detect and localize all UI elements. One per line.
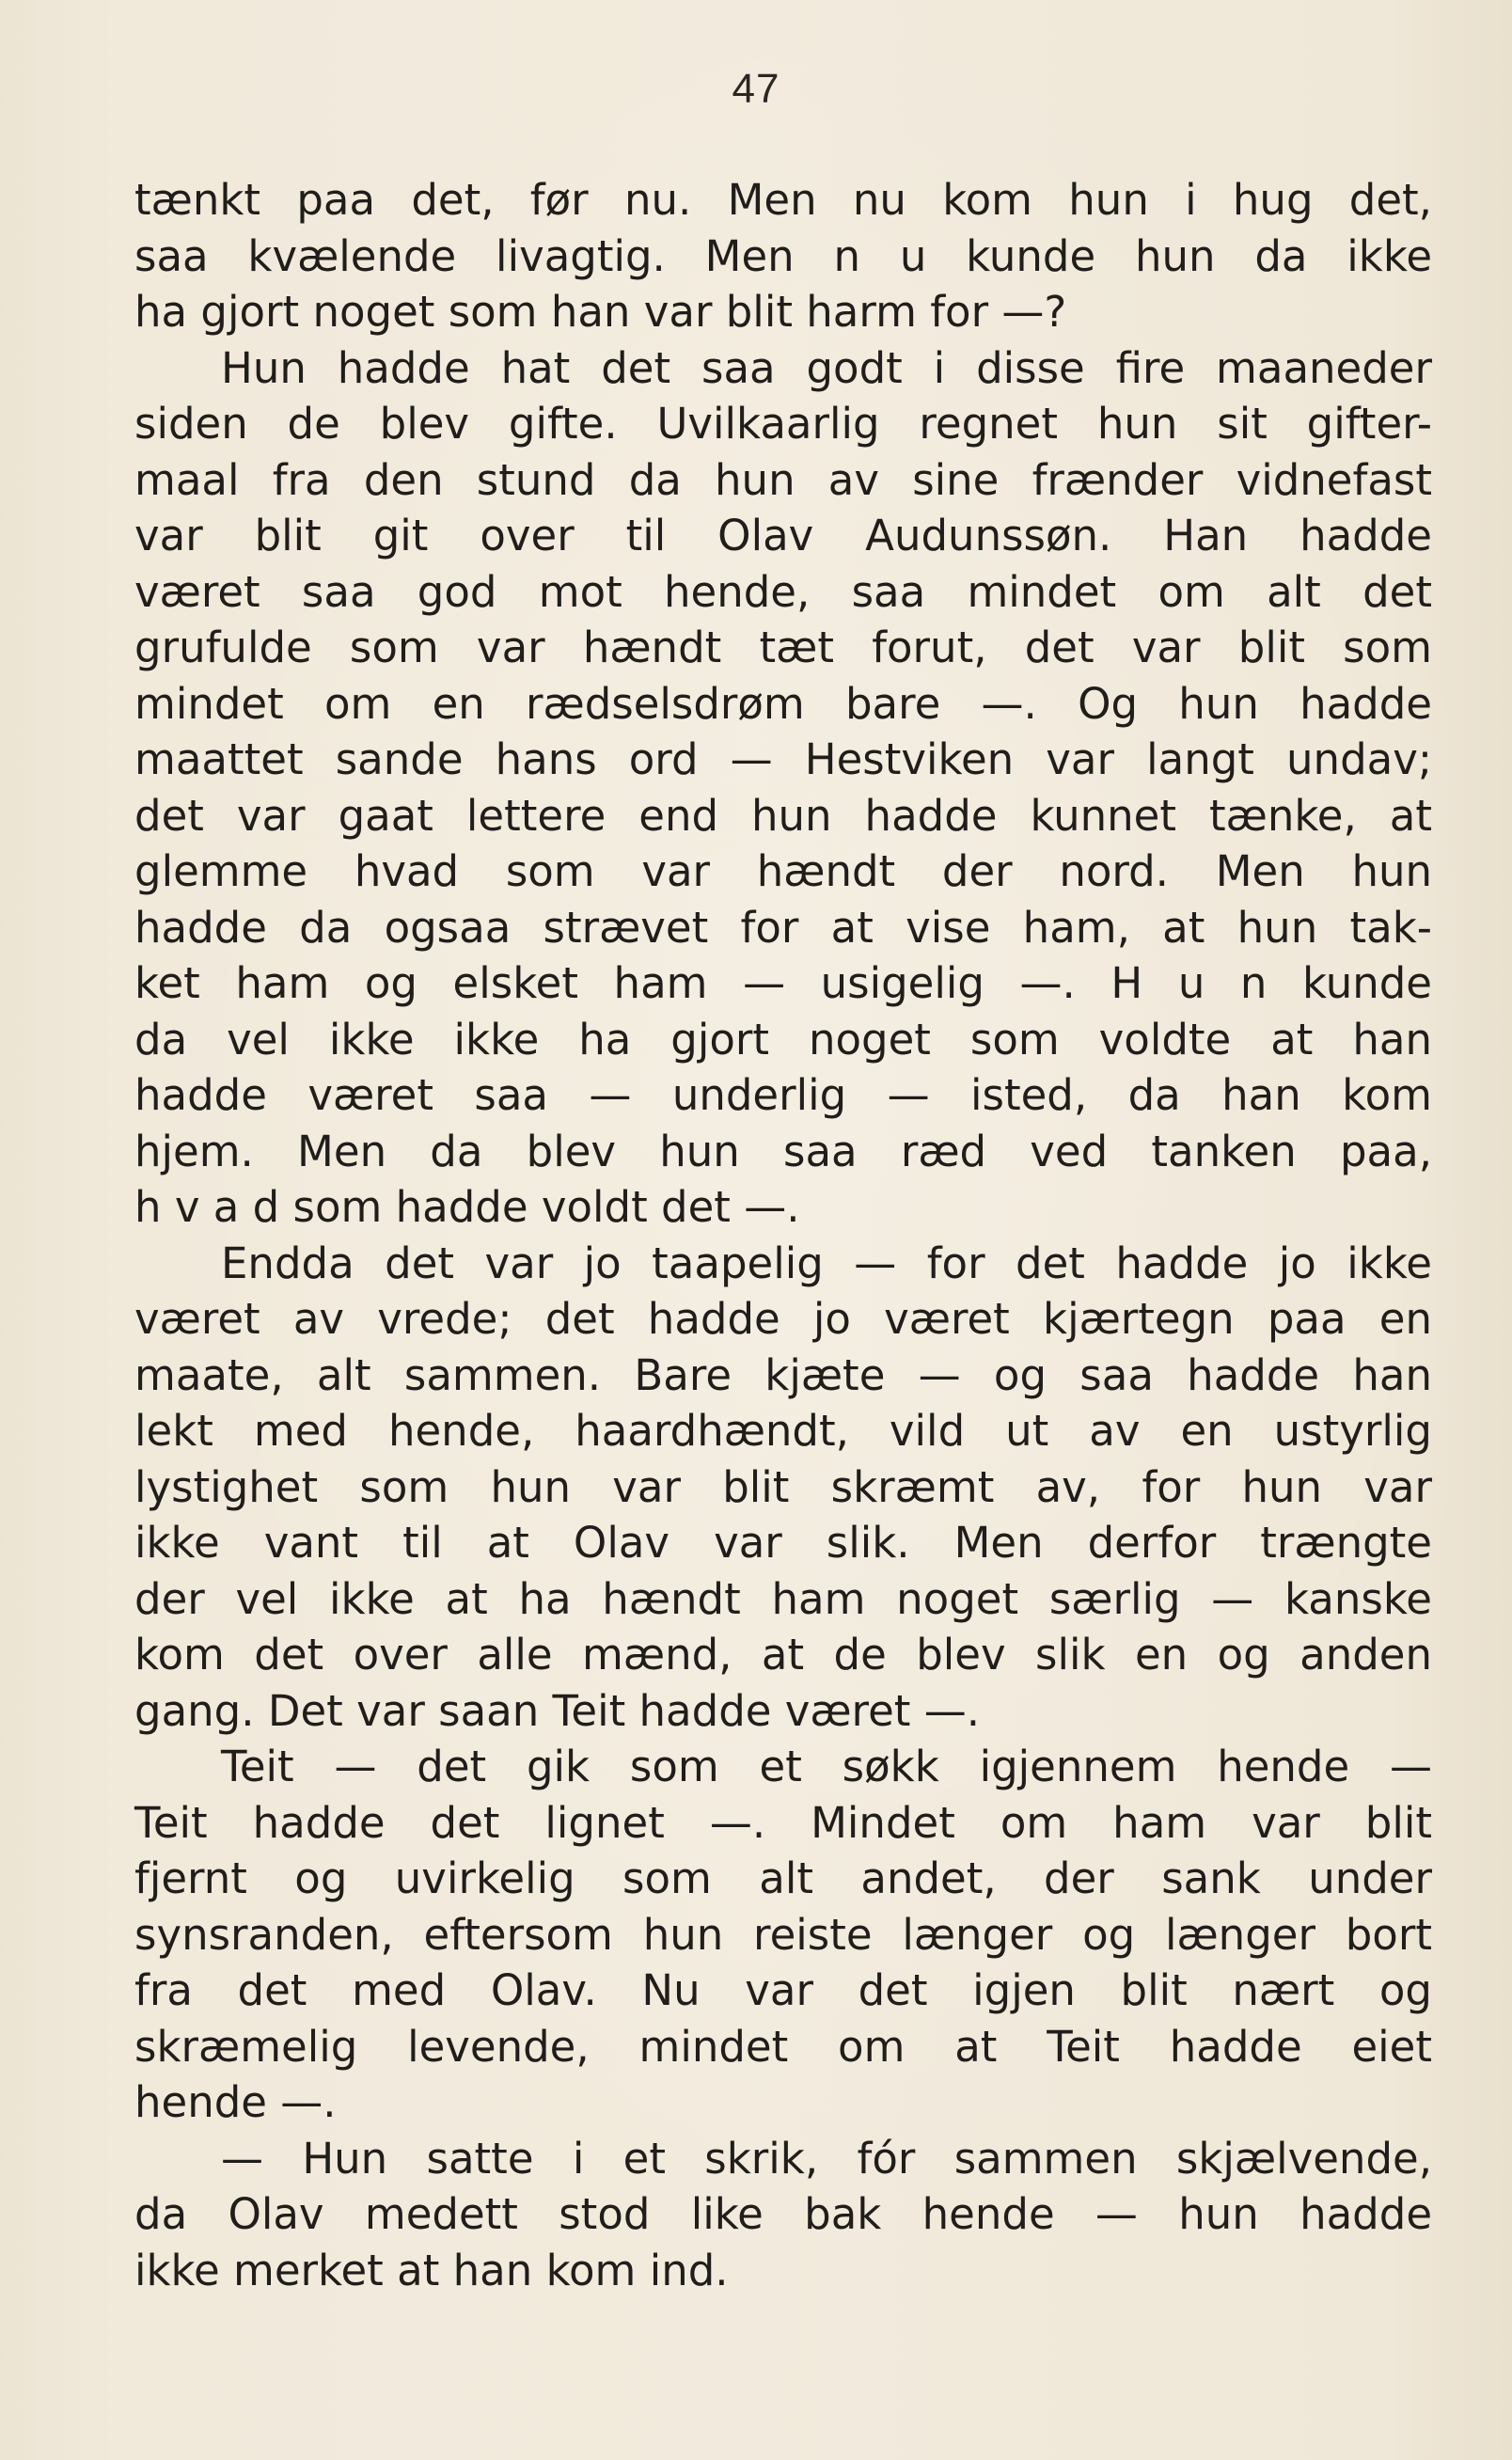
text-line: var blit git over til Olav Audunssøn. Han hadde: [134, 511, 1432, 560]
text-line: hadde været saa — underlig — isted, da han kom: [134, 1070, 1432, 1120]
text-line: hadde da ogsaa strævet for at vise ham, at hun tak-: [134, 902, 1432, 953]
text-line: Teit — det gik som et søkk igjennem hende —: [221, 1742, 1432, 1791]
text-line: da vel ikke ikke ha gjort noget som voldte at han: [134, 1014, 1432, 1064]
text-line: Teit hadde det lignet —. Mindet om ham var blit: [134, 1797, 1432, 1848]
text-line: fra det med Olav. Nu var det igjen blit nært og: [134, 1965, 1432, 2015]
text-line: ikke merket at han kom ind.: [134, 2245, 729, 2295]
text-line: glemme hvad som var hændt der nord. Men hun: [134, 846, 1432, 896]
text-line: ha gjort noget som han var blit harm for —?: [134, 287, 1067, 337]
text-line: hjem. Men da blev hun saa ræd ved tanken paa,: [134, 1126, 1432, 1176]
page-number: 47: [732, 66, 780, 112]
text-line: hende —.: [134, 2077, 337, 2127]
text-line: lystighet som hun var blit skræmt av, for hun var: [134, 1461, 1432, 1512]
text-line: lekt med hende, haardhændt, vild ut av en ustyrlig: [134, 1406, 1432, 1456]
text-line: maattet sande hans ord — Hestviken var langt undav;: [134, 734, 1432, 784]
text-line: gang. Det var saan Teit hadde været —.: [134, 1685, 981, 1736]
text-line: grufulde som var hændt tæt forut, det var blit som: [134, 623, 1432, 672]
text-line: tænkt paa det, før nu. Men nu kom hun i hug det,: [134, 175, 1432, 225]
text-line: Hun hadde hat det saa godt i disse fire maaneder: [221, 342, 1432, 393]
body-text: [134, 172, 1432, 2298]
text-line: ket ham og elsket ham — usigelig —. H u n kunde: [134, 958, 1432, 1008]
text-line: synsranden, eftersom hun reiste længer og længer bort: [134, 1909, 1432, 1960]
text-line: h v a d som hadde voldt det —.: [134, 1182, 800, 1232]
text-line: Endda det var jo taapelig — for det hadde jo ikke: [221, 1238, 1432, 1288]
text-line: det var gaat lettere end hun hadde kunnet tænke, at: [134, 790, 1432, 841]
text-line: der vel ikke at ha hændt ham noget særlig — kanske: [134, 1573, 1432, 1624]
text-line: maate, alt sammen. Bare kjæte — og saa hadde han: [134, 1349, 1432, 1400]
text-line: siden de blev gifte. Uvilkaarlig regnet hun sit gifter-: [134, 399, 1432, 449]
text-line: skræmelig levende, mindet om at Teit hadde eiet: [134, 2021, 1432, 2072]
text-line: mindet om en rædselsdrøm bare —. Og hun hadde: [134, 678, 1432, 729]
text-line: fjernt og uvirkelig som alt andet, der sank under: [134, 1853, 1432, 1903]
text-line: kom det over alle mænd, at de blev slik en og anden: [134, 1630, 1432, 1679]
text-line: da Olav medett stod like bak hende — hun hadde: [134, 2189, 1432, 2239]
text-line: saa kvælende livagtig. Men n u kunde hun da ikke: [134, 230, 1432, 281]
text-line: — Hun satte i et skrik, fór sammen skjælvende,: [221, 2133, 1432, 2184]
text-line: været av vrede; det hadde jo været kjærtegn paa en: [134, 1294, 1432, 1344]
text-line: været saa god mot hende, saa mindet om alt det: [134, 566, 1432, 617]
text-line: ikke vant til at Olav var slik. Men derfor trængte: [134, 1518, 1432, 1568]
text-line: maal fra den stund da hun av sine frænder vidnefast: [134, 454, 1432, 505]
